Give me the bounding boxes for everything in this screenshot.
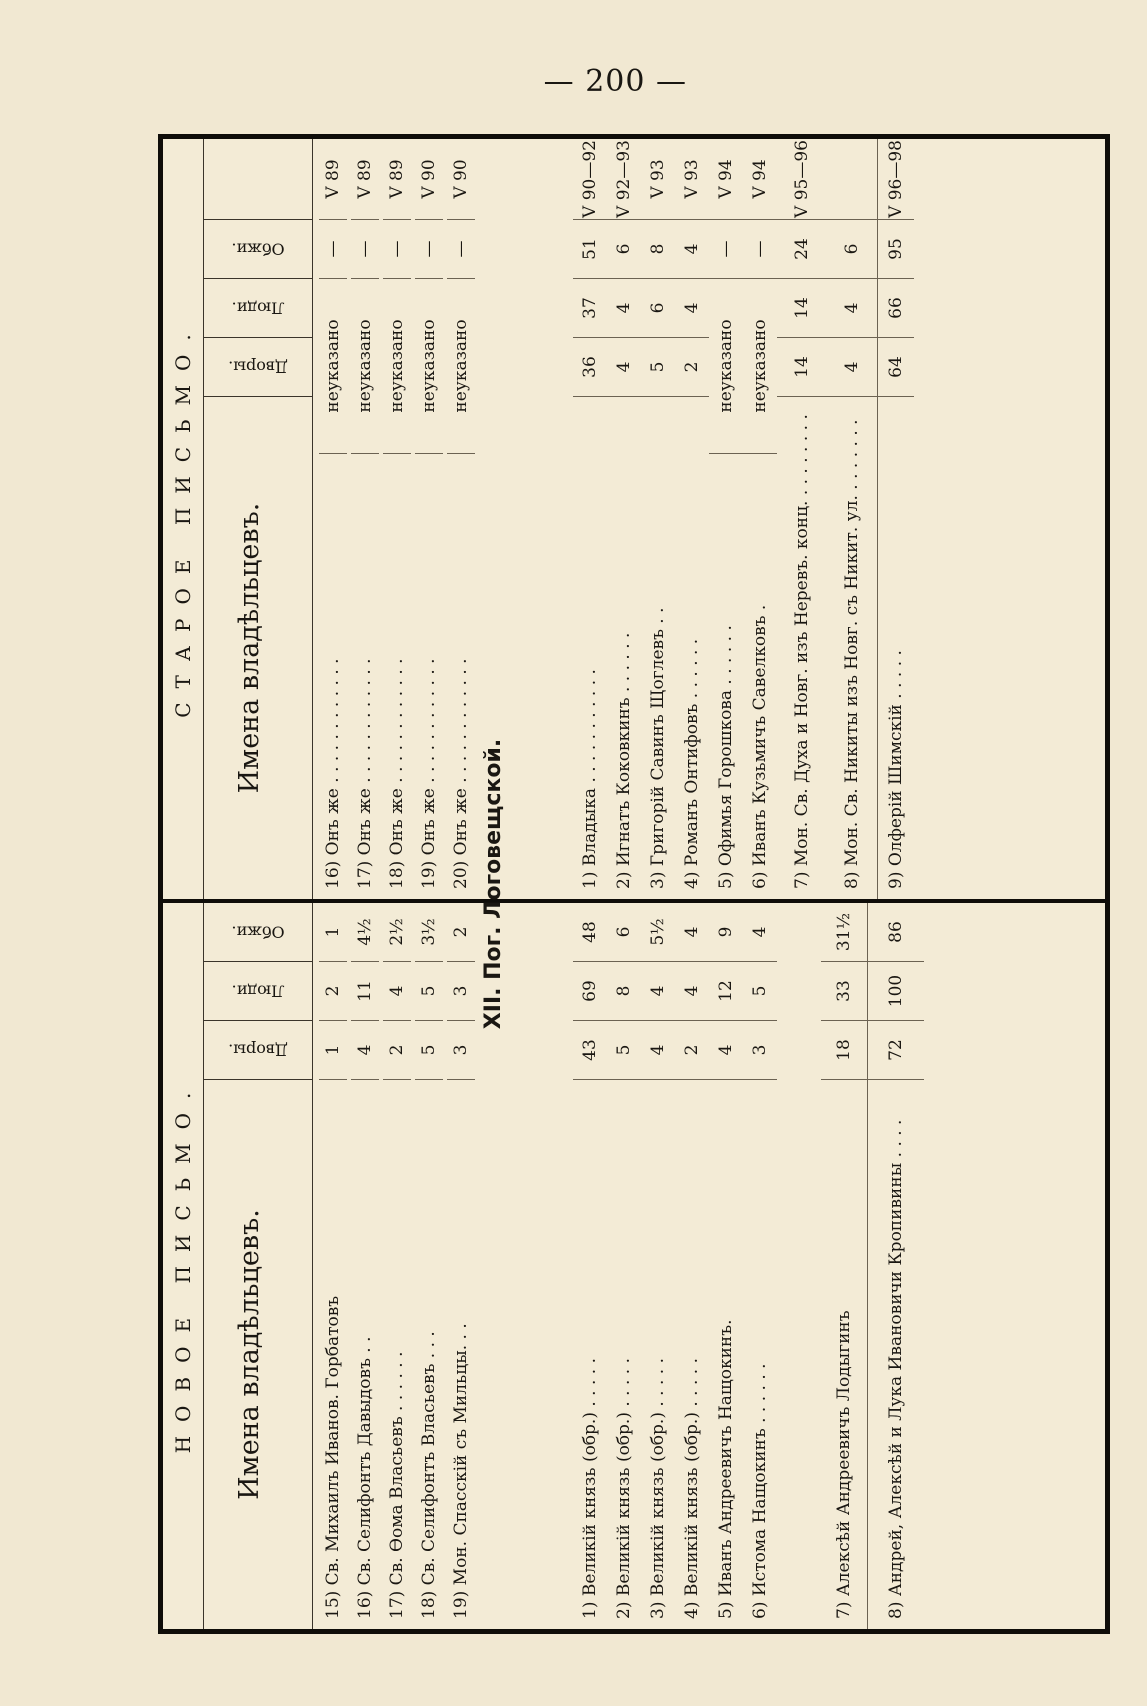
new-name-header: Имена владѣльцевъ. — [234, 1209, 265, 1500]
new-col-lyudi: Люди. — [204, 962, 312, 1021]
old-rows-a — [313, 139, 481, 899]
table-row: 5) Офимья Горошкова . . . . . . неуказано — V 94 — [709, 139, 743, 899]
table-row: 19) Мон. Спасскiй съ Мильцы. . . 3 3 2 — [447, 903, 475, 1629]
table-row: 3) Григорiй Савинъ Щоглевъ . . 5 6 8 V 93 — [641, 139, 675, 899]
new-rows — [313, 903, 924, 1629]
new-rows-a — [313, 903, 481, 1629]
new-gap — [777, 903, 821, 1629]
table-row: 16) Св. Селифонтъ Давыдовъ . . 4 11 4½ — [351, 903, 379, 1629]
page-number: — 200 — — [543, 64, 687, 99]
table-row: 16) Онъ же . . . . . . . . . . . . неуказано — V 89 — [319, 139, 347, 899]
new-header-row — [204, 903, 313, 1629]
table-row: 4) Великiй князь (обр.) . . . . . 2 4 4 — [675, 903, 709, 1629]
table-row: 8) Мон. Св. Никиты изъ Новг. съ Никит. ул. . . . . . . . 4 4 6 — [827, 139, 877, 899]
table-row: 1) Великiй князь (обр.) . . . . . 43 69 48 — [573, 903, 607, 1629]
old-col-lyudi: Люди. — [204, 279, 312, 338]
table-row: 6) Истома Нащокинъ . . . . . . 3 5 4 — [743, 903, 777, 1629]
table-row: 15) Св. Михаилъ Иванов. Горбатовъ 1 2 1 — [319, 903, 347, 1629]
old-letter-section — [163, 139, 1105, 899]
table-frame — [158, 134, 1110, 1634]
table-row: 1) Владыка . . . . . . . . . . . 36 37 51 V 90—92 — [573, 139, 607, 899]
old-section-title: СТАРОЕ ПИСЬМО. — [163, 139, 204, 899]
table-row: 7) Алексѣй Андреевичъ Лодыгинъ 18 33 31½ — [821, 903, 867, 1629]
table-row: 2) Великiй князь (обр.) . . . . . 5 8 6 — [607, 903, 641, 1629]
table-row: 20) Онъ же . . . . . . . . . . . . неуказано — V 90 — [447, 139, 475, 899]
old-rows — [313, 139, 914, 899]
new-letter-section — [163, 899, 1105, 1629]
table-row: 6) Иванъ Кузьмичъ Савелковъ . неуказано — V 94 — [743, 139, 777, 899]
table-row: 17) Онъ же . . . . . . . . . . . . неуказано — V 89 — [351, 139, 379, 899]
table-row: 8) Андрей, Алексѣй и Лука Ивановичи Кропивины . . . . 72 100 86 — [867, 903, 924, 1629]
old-header-row — [204, 139, 313, 899]
table-row: 19) Онъ же . . . . . . . . . . . . неуказано — V 90 — [415, 139, 443, 899]
new-rows-b — [569, 903, 924, 1629]
old-name-header: Имена владѣльцевъ. — [234, 502, 265, 794]
old-col-ref — [204, 139, 312, 220]
table-row: 18) Св. Селифонтъ Власьевъ . . . 5 5 3½ — [415, 903, 443, 1629]
new-col-obzhi: Обжи. — [204, 903, 312, 962]
old-col-obzhi: Обжи. — [204, 220, 312, 279]
table-row: 17) Св. Ѳома Власьевъ . . . . . . 2 4 2½ — [383, 903, 411, 1629]
old-rows-b — [569, 139, 914, 899]
new-section-title: НОВОЕ ПИСЬМО. — [163, 903, 204, 1629]
old-col-dvory: Дворы. — [204, 338, 312, 397]
table-row: 3) Великiй князь (обр.) . . . . . 4 4 5½ — [641, 903, 675, 1629]
table-row: 4) Романъ Онтифовъ . . . . . . 2 4 4 V 93 — [675, 139, 709, 899]
table-row: 18) Онъ же . . . . . . . . . . . . неуказано — V 89 — [383, 139, 411, 899]
subsection-title: XII. Пог. Логовещской. — [481, 738, 506, 1030]
table-row: 7) Мон. Св. Духа и Новг. изъ Неревъ. конц. . . . . . . . . 14 14 24 V 95—96 — [777, 139, 827, 899]
table-row: 9) Олферiй Шимскiй . . . . . 64 66 95 V 96—98 — [877, 139, 914, 899]
table-row: 2) Игнатъ Коковкинъ . . . . . . 4 4 6 V 92—93 — [607, 139, 641, 899]
rotated-table — [158, 134, 1110, 1634]
new-col-dvory: Дворы. — [204, 1021, 312, 1080]
table-row: 5) Иванъ Андреевичъ Нащокинъ. 4 12 9 — [709, 903, 743, 1629]
